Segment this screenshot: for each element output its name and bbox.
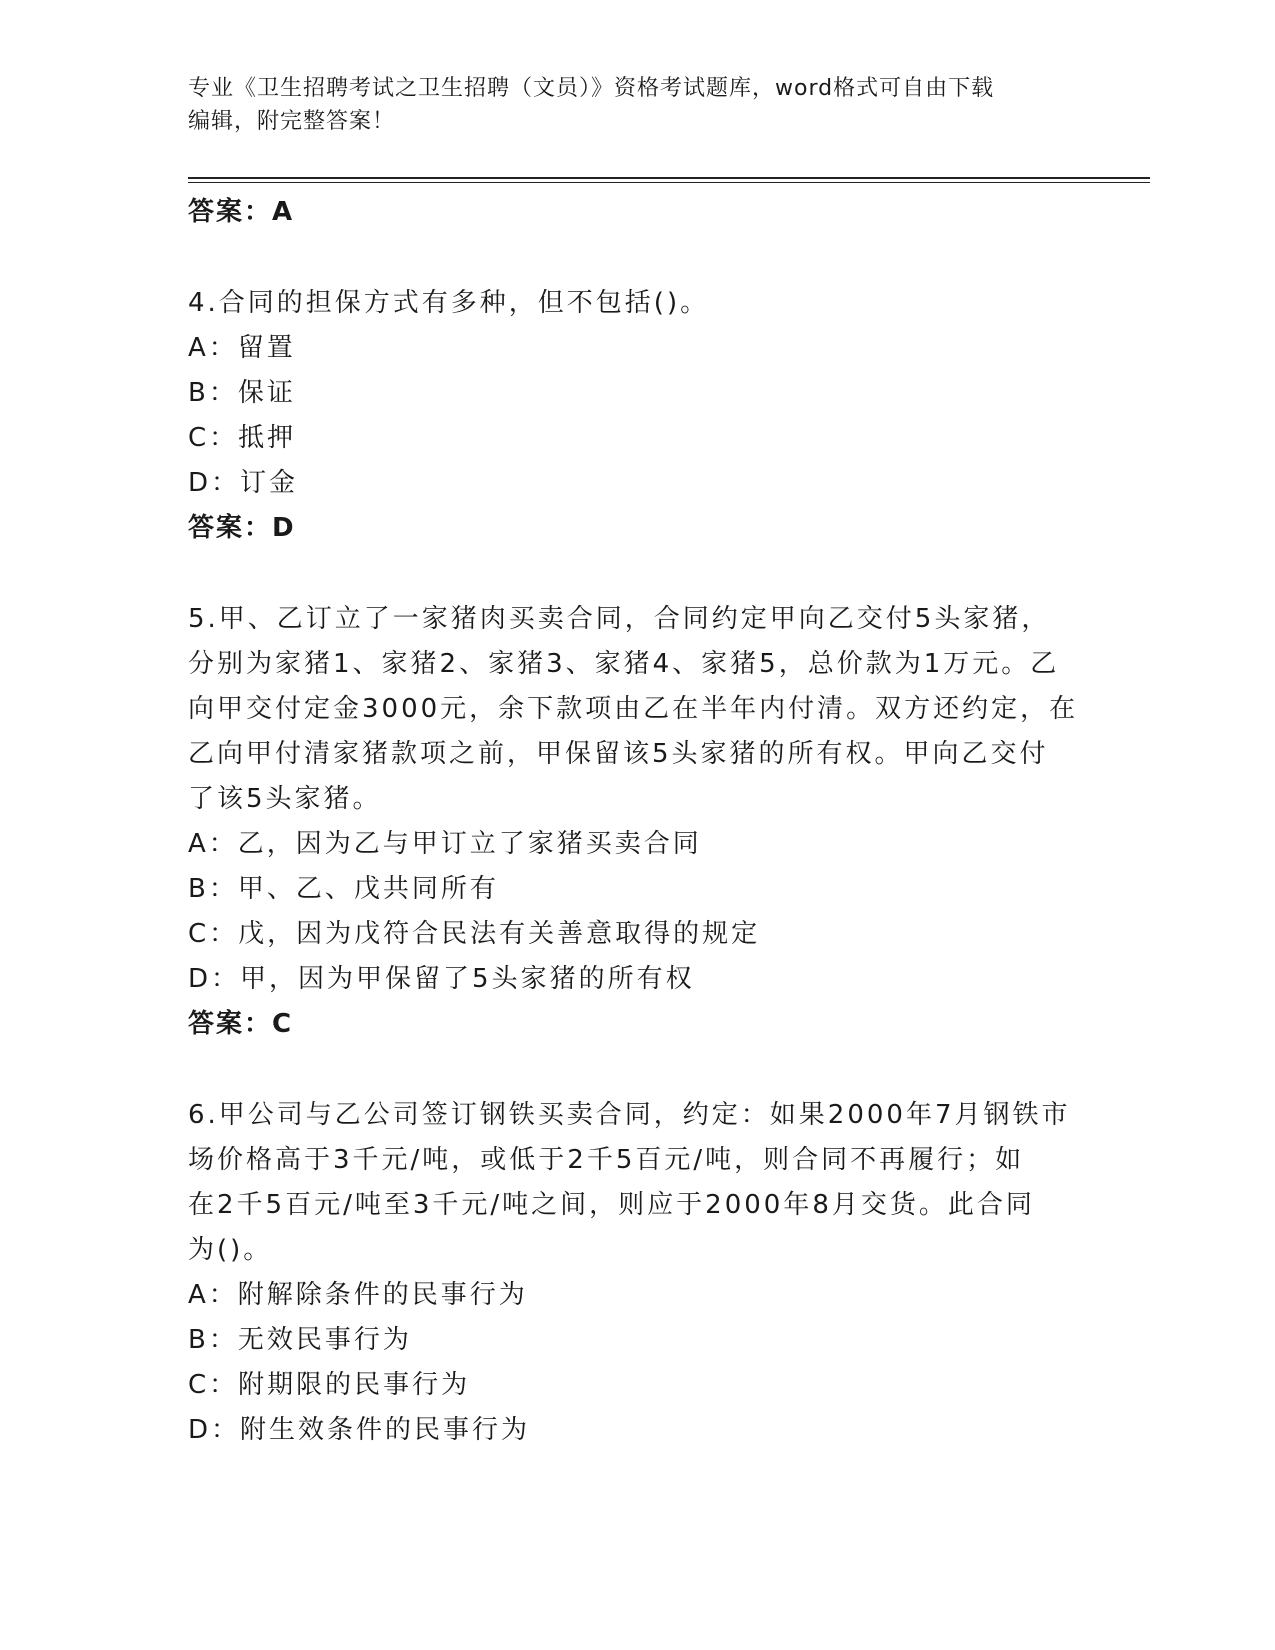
question-4 [188,281,1088,551]
header-rule-thin [188,182,1150,183]
page-header [188,72,1088,138]
question-5-option-d: D：甲，因为甲保留了5头家猪的所有权 [188,964,695,994]
spacer [188,551,1088,597]
question-5-stem-line-2: 分别为家猪1、家猪2、家猪3、家猪4、家猪5，总价款为1万元。乙 [188,649,1060,679]
question-5 [188,597,1088,1047]
question-6-option-b: B：无效民事行为 [188,1325,412,1355]
question-5-stem-line-5: 了该5头家猪。 [188,784,382,814]
question-6-option-a: A：附解除条件的民事行为 [188,1280,528,1310]
question-6 [188,1093,1088,1453]
question-6-stem-line-3: 在2千5百元/吨至3千元/吨之间，则应于2000年8月交货。此合同 [188,1190,1035,1220]
question-5-answer: 答案：C [188,1009,294,1039]
question-5-stem-line-4: 乙向甲付清家猪款项之前，甲保留该5头家猪的所有权。甲向乙交付 [188,739,1049,769]
previous-answer: 答案：A [188,197,295,227]
question-6-stem-line-1: 6.甲公司与乙公司签订钢铁买卖合同，约定：如果2000年7月钢铁市 [188,1100,1071,1130]
question-6-option-c: C：附期限的民事行为 [188,1370,471,1400]
question-5-stem-line-1: 5.甲、乙订立了一家猪肉买卖合同，合同约定甲向乙交付5头家猪， [188,604,1051,634]
question-5-option-b: B：甲、乙、戊共同所有 [188,874,499,904]
question-6-stem-line-4: 为()。 [188,1235,273,1265]
question-6-stem-line-2: 场价格高于3千元/吨，或低于2千5百元/吨，则合同不再履行；如 [188,1145,1025,1175]
question-4-stem: 4.合同的担保方式有多种，但不包括()。 [188,288,710,318]
header-line-1: 专业《卫生招聘考试之卫生招聘（文员）》资格考试题库，word格式可自由下载 [188,76,995,101]
question-4-option-b: B：保证 [188,378,296,408]
spacer [188,1047,1088,1093]
question-4-answer: 答案：D [188,513,296,543]
question-5-option-a: A：乙，因为乙与甲订立了家猪买卖合同 [188,829,702,859]
header-line-2: 编辑，附完整答案！ [188,109,396,134]
question-5-stem-line-3: 向甲交付定金3000元，余下款项由乙在半年内付清。双方还约定，在 [188,694,1079,724]
question-6-option-d: D：附生效条件的民事行为 [188,1415,531,1445]
document-body [188,190,1088,1453]
question-5-option-c: C：戊，因为戊符合民法有关善意取得的规定 [188,919,761,949]
header-rule-thick [188,177,1150,179]
question-4-option-a: A：留置 [188,333,296,363]
question-4-option-d: D：订金 [188,468,299,498]
question-4-option-c: C：抵押 [188,423,297,453]
spacer [188,235,1088,281]
